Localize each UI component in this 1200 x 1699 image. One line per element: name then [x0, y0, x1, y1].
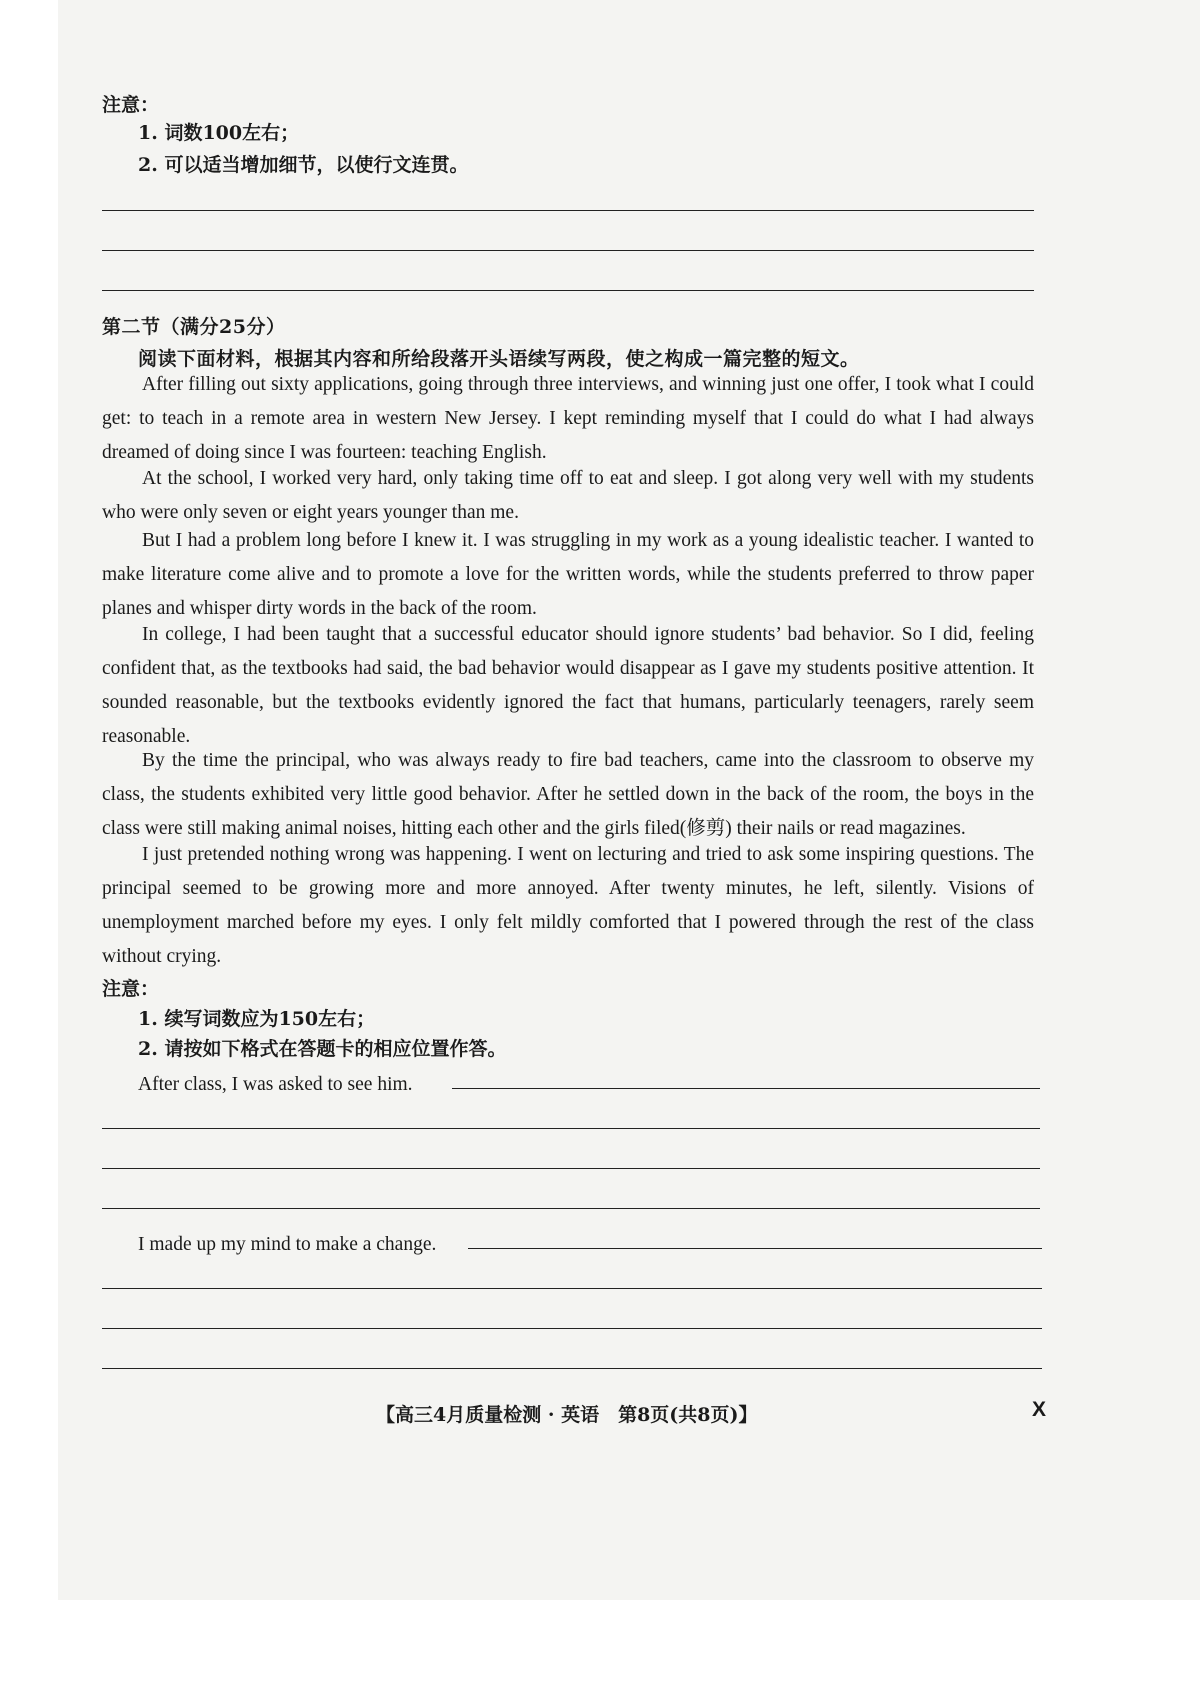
answer-line: [102, 1128, 1040, 1129]
answer-line: [452, 1088, 1040, 1089]
passage-paragraph-6: I just pretended nothing wrong was happening. I went on lecturing and tried to ask some inspiring questions. The principal seemed to be growing more and more annoyed. After twenty minutes, he left, silently. Visions of unemployment marched before my eyes. I only felt mildly comforted that I powered through the rest of the class without crying.: [102, 844, 1034, 967]
answer-line: [102, 1288, 1042, 1289]
answer-line: [102, 250, 1034, 251]
passage-paragraph-1: After filling out sixty applications, going through three interviews, and winning just one offer, I took what I could get: to teach in a remote area in western New Jersey. I kept reminding myself that I could do what I had always dreamed of doing since I was fourteen: teaching English.: [102, 374, 1034, 463]
continuation-prompt-1: After class, I was asked to see him.: [138, 1074, 413, 1095]
note-item-1: 1. 续写词数应为150左右；: [138, 1008, 376, 1030]
answer-line: [102, 1328, 1042, 1329]
answer-line: [102, 290, 1034, 291]
section-heading: 第二节（满分25分）: [102, 316, 286, 338]
top-notes-heading: 注意：: [102, 94, 160, 116]
top-note-item-2: 2. 可以适当增加细节，以使行文连贯。: [138, 154, 469, 176]
section-instruction: 阅读下面材料，根据其内容和所给段落开头语续写两段，使之构成一篇完整的短文。: [138, 348, 860, 370]
passage-paragraph-4: In college, I had been taught that a successful educator should ignore students’ bad behavior. So I did, feeling confident that, as the textbooks had said, the bad behavior would disappear as I gave my students positive attention. It sounded reasonable, but the textbooks evidently ignored the fact that humans, particularly teenagers, rarely seem reasonable.: [102, 624, 1034, 747]
answer-line: [102, 1208, 1040, 1209]
answer-line: [102, 210, 1034, 211]
passage-paragraph-2: At the school, I worked very hard, only taking time off to eat and sleep. I got along very well with my students who were only seven or eight years younger than me.: [102, 468, 1034, 523]
note-item-2: 2. 请按如下格式在答题卡的相应位置作答。: [138, 1038, 507, 1060]
page-mark: X: [1032, 1398, 1047, 1421]
answer-line: [102, 1168, 1040, 1169]
continuation-prompt-2: I made up my mind to make a change.: [138, 1234, 437, 1255]
top-note-item-1: 1. 词数100左右；: [138, 122, 300, 144]
passage-paragraph-5: By the time the principal, who was always ready to fire bad teachers, came into the classroom to observe my class, the students exhibited very little good behavior. After he settled down in the back of the room, the boys in the class were still making animal noises, hitting each other and the girls filed(修剪) their nails or read magazines.: [102, 750, 1034, 839]
page-footer: 【高三4月质量检测 · 英语 第8页(共8页)】: [376, 1404, 758, 1426]
passage-paragraph-3: But I had a problem long before I knew it. I was struggling in my work as a young idealistic teacher. I wanted to make literature come alive and to promote a love for the written words, while the students preferred to throw paper planes and whisper dirty words in the back of the room.: [102, 530, 1034, 619]
notes-heading: 注意：: [102, 978, 160, 1000]
answer-line: [468, 1248, 1042, 1249]
answer-line: [102, 1368, 1042, 1369]
